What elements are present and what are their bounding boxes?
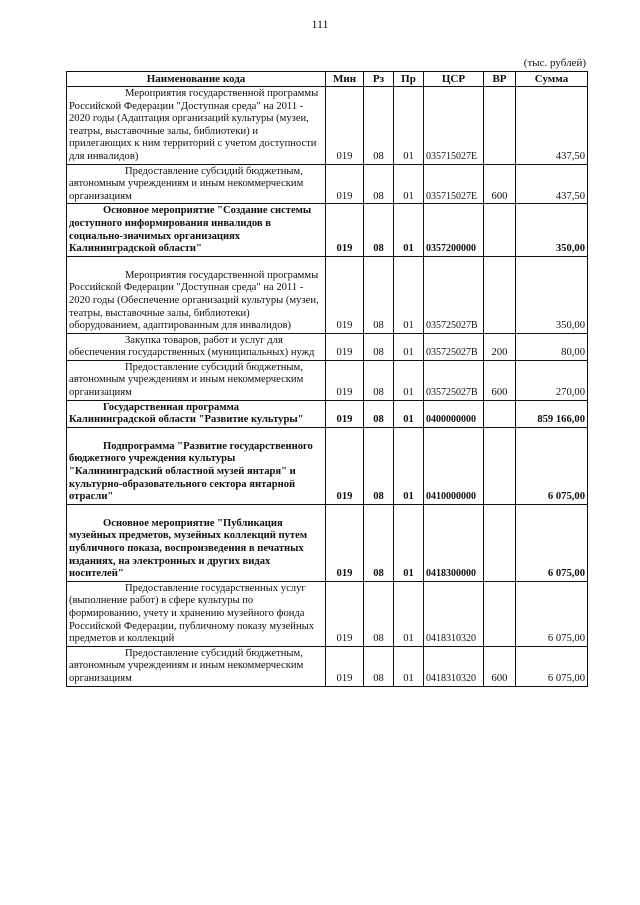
row-name-rest: программы Российской Федерации "Доступная среда" на 2011 - 2020 годы (Адаптация организаций культуры (музеи, театры, выставочные залы, библиотеки) и прилегающих к ним территорий с учетом доступности для инвалидов)	[69, 88, 319, 162]
row-min: 019	[326, 581, 364, 646]
row-sum: 350,00	[516, 204, 588, 256]
header-min: Мин	[326, 72, 364, 87]
units-label: (тыс. рублей)	[523, 57, 586, 69]
row-csr: 0418310320	[424, 646, 484, 686]
row-csr: 035715027Е	[424, 87, 484, 165]
row-vr: 600	[484, 360, 516, 400]
table-row	[67, 164, 588, 204]
row-min: 019	[326, 164, 364, 204]
row-rz: 08	[364, 256, 394, 333]
row-sum: 6 075,00	[516, 646, 588, 686]
row-vr: 600	[484, 646, 516, 686]
row-name-first: Основное мероприятие "Публикация	[103, 517, 283, 529]
row-csr: 035715027Е	[424, 164, 484, 204]
row-vr: 600	[484, 164, 516, 204]
row-sum: 859 166,00	[516, 400, 588, 427]
row-min: 019	[326, 204, 364, 256]
row-rz: 08	[364, 427, 394, 504]
row-sum: 6 075,00	[516, 427, 588, 504]
row-pr: 01	[394, 87, 424, 165]
row-csr: 0418300000	[424, 504, 484, 581]
row-name-rest: бюджетным, автономным учреждениям и иным некоммерческим организациям	[69, 361, 304, 399]
table-row	[67, 646, 588, 686]
row-rz: 08	[364, 204, 394, 256]
row-name-first: Предоставление субсидий	[125, 361, 244, 373]
row-vr	[484, 400, 516, 427]
row-name-rest: музейных предметов, музейных коллекций путем публичного показа, воспроизведения в печатных изданиях, на электронных и других видах носителей"	[69, 530, 308, 580]
row-min: 019	[326, 504, 364, 581]
row-name-cell	[67, 333, 326, 360]
page-number: 111	[311, 17, 329, 31]
row-name-first: Предоставление субсидий	[125, 165, 244, 177]
row-name-rest: услуг (выполнение работ) в сфере культуры по формированию, учету и хранению музейного фонда Российской Федерации, публичному показу музейных предметов и коллекций	[69, 582, 315, 645]
row-pr: 01	[394, 427, 424, 504]
row-rz: 08	[364, 400, 394, 427]
row-pr: 01	[394, 204, 424, 256]
row-name-rest: системы доступного информирования инвалидов в социально-значимых организациях Калининградской области"	[69, 205, 312, 255]
table-row	[67, 581, 588, 646]
row-sum: 6 075,00	[516, 504, 588, 581]
row-name-cell	[67, 581, 326, 646]
row-name-rest: обеспечения государственных (муниципальных) нужд	[69, 347, 315, 359]
header-vr: ВР	[484, 72, 516, 87]
row-pr: 01	[394, 333, 424, 360]
row-sum: 437,50	[516, 87, 588, 165]
table-row	[67, 204, 588, 256]
row-rz: 08	[364, 360, 394, 400]
row-name-first: Закупка товаров, работ и услуг для	[125, 334, 283, 346]
row-vr	[484, 204, 516, 256]
row-pr: 01	[394, 646, 424, 686]
header-rz: Рз	[364, 72, 394, 87]
row-csr: 035725027В	[424, 256, 484, 333]
row-name-first: Основное мероприятие "Создание	[103, 205, 268, 217]
budget-table	[66, 71, 588, 687]
row-rz: 08	[364, 87, 394, 165]
row-pr: 01	[394, 256, 424, 333]
row-name-cell	[67, 427, 326, 504]
row-pr: 01	[394, 400, 424, 427]
row-rz: 08	[364, 333, 394, 360]
row-name-cell	[67, 504, 326, 581]
row-name-cell	[67, 256, 326, 333]
row-name-first: Предоставление субсидий	[125, 647, 244, 659]
row-vr	[484, 504, 516, 581]
table-row	[67, 256, 588, 333]
row-name-cell	[67, 646, 326, 686]
row-vr	[484, 581, 516, 646]
row-vr	[484, 256, 516, 333]
row-sum: 437,50	[516, 164, 588, 204]
table-row	[67, 427, 588, 504]
table-row	[67, 333, 588, 360]
row-rz: 08	[364, 646, 394, 686]
row-csr: 0418310320	[424, 581, 484, 646]
row-min: 019	[326, 256, 364, 333]
table-body	[67, 87, 588, 687]
row-name-first: Мероприятия государственной	[125, 269, 265, 281]
row-name-rest: Калининградской области "Развитие культуры"	[69, 414, 304, 426]
row-name-rest: программы Российской Федерации "Доступная среда" на 2011 - 2020 годы (Обеспечение организаций культуры (музеи, театры, выставочные залы, библиотеки) оборудованием, адаптированным для инвалидов)	[69, 269, 319, 332]
row-rz: 08	[364, 504, 394, 581]
row-min: 019	[326, 427, 364, 504]
row-min: 019	[326, 87, 364, 165]
row-name-first: Подпрограмма "Развитие	[103, 440, 227, 452]
row-pr: 01	[394, 164, 424, 204]
row-csr: 0410000000	[424, 427, 484, 504]
row-sum: 350,00	[516, 256, 588, 333]
table-row	[67, 360, 588, 400]
row-pr: 01	[394, 581, 424, 646]
row-min: 019	[326, 360, 364, 400]
row-vr	[484, 427, 516, 504]
row-name-cell	[67, 204, 326, 256]
row-min: 019	[326, 646, 364, 686]
table-row	[67, 400, 588, 427]
row-name-first: Государственная программа	[103, 401, 240, 413]
row-rz: 08	[364, 164, 394, 204]
row-rz: 08	[364, 581, 394, 646]
row-name-rest: государственного бюджетного учреждения культуры "Калининградский областной музей янтаря" и культурно-образовательного сектора янтарной отрасли"	[69, 440, 313, 503]
row-min: 019	[326, 400, 364, 427]
row-name-first: Предоставление государственных	[125, 582, 279, 594]
row-min: 019	[326, 333, 364, 360]
row-pr: 01	[394, 504, 424, 581]
row-name-cell	[67, 87, 326, 165]
row-name-rest: бюджетным, автономным учреждениям и иным некоммерческим организациям	[69, 647, 304, 684]
row-csr: 0400000000	[424, 400, 484, 427]
row-vr: 200	[484, 333, 516, 360]
row-vr	[484, 87, 516, 165]
table-row	[67, 504, 588, 581]
row-name-rest: бюджетным, автономным учреждениям и иным некоммерческим организациям	[69, 165, 304, 202]
row-name-first: Мероприятия государственной	[125, 88, 265, 99]
row-sum: 270,00	[516, 360, 588, 400]
table-header-row	[67, 72, 588, 87]
header-name: Наименование кода	[67, 72, 326, 87]
row-csr: 035725027В	[424, 360, 484, 400]
row-name-cell	[67, 400, 326, 427]
row-sum: 6 075,00	[516, 581, 588, 646]
header-csr: ЦСР	[424, 72, 484, 87]
row-csr: 0357200000	[424, 204, 484, 256]
row-sum: 80,00	[516, 333, 588, 360]
row-csr: 035725027В	[424, 333, 484, 360]
row-name-cell	[67, 164, 326, 204]
row-name-cell	[67, 360, 326, 400]
header-sum: Сумма	[516, 72, 588, 87]
row-pr: 01	[394, 360, 424, 400]
table-row	[67, 87, 588, 165]
header-pr: Пр	[394, 72, 424, 87]
